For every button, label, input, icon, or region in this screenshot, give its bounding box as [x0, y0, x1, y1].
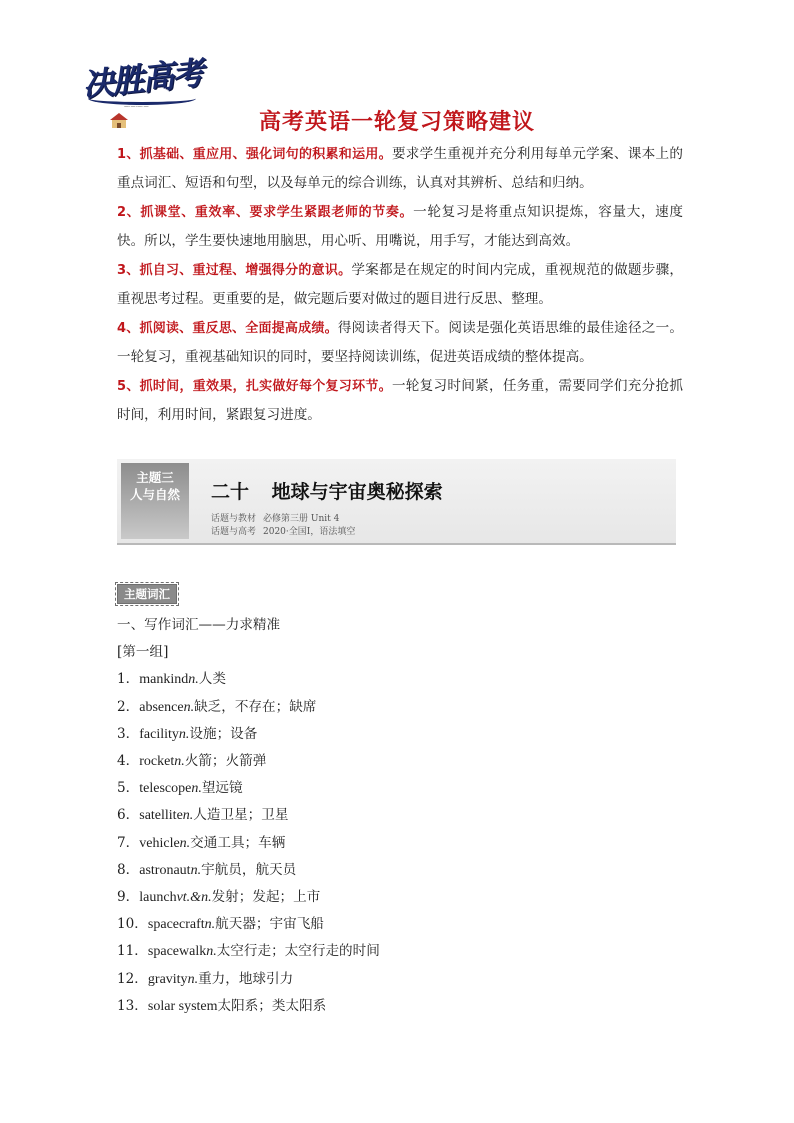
vocab-pos: vt.&n.: [176, 890, 212, 906]
logo-small-text: —·—·—·—: [124, 104, 149, 110]
tip-highlight: 2、抓课堂、重效率、要求学生紧跟老师的节奏。: [117, 205, 414, 220]
tip-item: [117, 256, 683, 314]
tip-body: 要求学生重视并充分利用每单元学案、课本上的重点词汇、短语和句型，以及每单元的综合训练，认真对其辨析、总结和归纳。: [117, 146, 684, 191]
vocab-number: 3．: [117, 725, 140, 742]
vocab-number: 4．: [117, 753, 140, 770]
badge-line2: 人与自然: [129, 487, 180, 502]
theme-badge: [121, 463, 189, 539]
vocab-word: astronaut: [139, 862, 191, 878]
section-tag: 主题词汇: [117, 584, 177, 604]
vocab-word: telescope: [139, 781, 192, 797]
vocab-number: 11．: [117, 943, 148, 960]
vocab-pos: n.: [187, 971, 199, 987]
badge-line1: 主题三: [136, 470, 174, 485]
vocab-number: 9．: [117, 889, 140, 906]
vocab-pos: n.: [206, 944, 217, 960]
unit-meta: [211, 513, 355, 539]
vocab-number: 12．: [117, 970, 148, 987]
vocab-number: 8．: [117, 861, 140, 878]
tip-body: 得阅读者得天下。阅读是强化英语思维的最佳途径之一。一轮复习，重视基础知识的同时，要坚持阅读训练，促进英语成绩的整体提高。: [117, 320, 684, 365]
vocab-meaning: 发射；发起；上市: [211, 889, 321, 906]
vocab-word: facility: [139, 726, 179, 742]
vocab-meaning: 火箭；火箭弹: [184, 753, 267, 770]
tip-highlight: 1、抓基础、重应用、强化词句的积累和运用。: [117, 147, 392, 162]
vocab-word: spacecraft: [147, 917, 205, 933]
page-title: 高考英语一轮复习策略建议: [258, 110, 535, 135]
tip-item: [117, 372, 683, 430]
vocab-word: launch: [139, 890, 177, 906]
vocab-item: [117, 694, 677, 721]
vocab-number: 6．: [117, 807, 140, 824]
tip-highlight: 4、抓阅读、重反思、全面提高成绩。: [117, 321, 338, 336]
vocab-meaning: 太空行走；太空行走的时间: [216, 943, 380, 960]
tip-body: 学案都是在规定的时间内完成，重视规范的做题步骤，重视思考过程。更重要的是，做完题后要对做过的题目进行反思、整理。: [117, 262, 684, 307]
vocab-pos: n.: [174, 754, 185, 770]
vocab-meaning: 重力，地球引力: [198, 970, 294, 987]
vocab-item: [117, 938, 677, 965]
vocab-item: [117, 966, 677, 993]
vocab-meaning: 人造卫星；卫星: [193, 807, 289, 824]
tip-highlight: 5、抓时间，重效果，扎实做好每个复习环节。: [117, 379, 392, 394]
meta-key: 话题与高考: [211, 527, 257, 537]
vocab-pos: n.: [179, 835, 191, 851]
vocab-list: [117, 612, 677, 1020]
vocab-number: 5．: [117, 780, 140, 797]
vocab-pos: n.: [178, 726, 190, 742]
vocab-item: [117, 666, 677, 693]
vocab-pos: n.: [188, 672, 199, 688]
meta-value: 2020·全国Ⅰ，语法填空: [263, 527, 356, 537]
vocab-pos: n.: [204, 917, 216, 933]
vocab-meaning: 望远镜: [201, 780, 243, 797]
tips-section: [117, 140, 683, 430]
vocab-number: 1．: [117, 671, 140, 688]
vocab-item: [117, 830, 677, 857]
meta-row: [211, 513, 355, 526]
tip-body: 一轮复习是将重点知识提炼，容量大，速度快。所以，学生要快速地用脑思，用心听、用嘴说，用手写，才能达到高效。: [117, 204, 684, 249]
vocab-item: [117, 911, 677, 938]
unit-heading: 二十 地球与宇宙奥秘探索: [211, 481, 443, 503]
meta-key: 话题与教材: [211, 514, 257, 524]
vocab-item: [117, 884, 677, 911]
tip-item: [117, 140, 683, 198]
vocab-pos: n.: [182, 808, 194, 824]
vocab-meaning: 太阳系；类太阳系: [217, 997, 327, 1014]
vocab-word: satellite: [139, 808, 183, 824]
vocab-word: solar system: [147, 998, 218, 1014]
meta-row: [211, 526, 355, 539]
vocab-number: 10．: [117, 916, 148, 933]
vocab-pos: n.: [190, 862, 202, 878]
vocab-word: vehicle: [139, 835, 180, 851]
vocab-meaning: 缺乏，不存在；缺席: [194, 698, 317, 715]
tip-item: [117, 314, 683, 372]
unit-banner: [117, 459, 676, 545]
vocab-meaning: 人类: [198, 671, 226, 688]
vocab-meaning: 宇航员，航天员: [201, 861, 297, 878]
vocab-item: [117, 993, 677, 1020]
vocab-number: 2．: [117, 698, 140, 715]
vocab-item: [117, 857, 677, 884]
tip-item: [117, 198, 683, 256]
vocab-word: absence: [139, 699, 184, 715]
vocab-meaning: 航天器；宇宙飞船: [215, 916, 324, 933]
logo-text: 决胜高考: [80, 53, 204, 105]
vocab-item: [117, 775, 677, 802]
tip-highlight: 3、抓自习、重过程、增强得分的意识。: [117, 263, 352, 278]
vocab-meaning: 设施；设备: [189, 725, 258, 742]
vocab-number: 7．: [117, 834, 140, 851]
vocab-item: [117, 748, 677, 775]
subheading: 一、写作词汇——力求精准: [117, 617, 281, 633]
vocab-number: 13．: [117, 997, 148, 1014]
vocab-pos: n.: [191, 781, 202, 797]
vocab-word: gravity: [147, 971, 188, 987]
vocab-word: mankind: [139, 672, 189, 688]
meta-value: 必修第三册 Unit 4: [263, 514, 340, 524]
vocab-word: spacewalk: [147, 944, 207, 960]
vocab-pos: n.: [183, 699, 195, 715]
vocab-item: [117, 802, 677, 829]
group-label: [第一组]: [117, 644, 169, 661]
tip-body: 一轮复习时间紧，任务重，需要同学们充分抢抓时间，利用时间，紧跟复习进度。: [117, 378, 684, 423]
vocab-word: rocket: [139, 754, 175, 770]
vocab-meaning: 交通工具；车辆: [190, 834, 286, 851]
vocab-item: [117, 721, 677, 748]
